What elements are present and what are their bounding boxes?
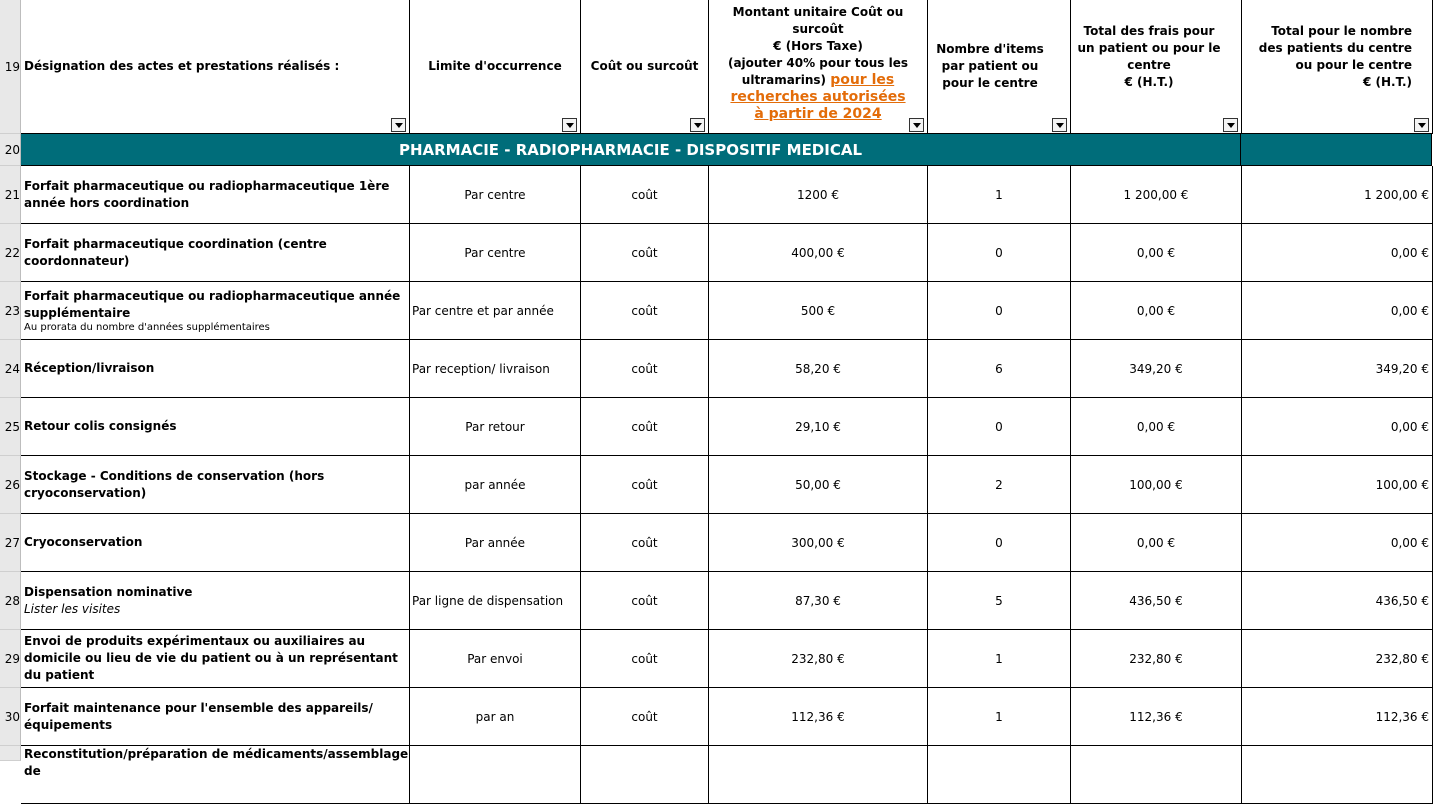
section-title[interactable]: PHARMACIE - RADIOPHARMACIE - DISPOSITIF MEDICAL xyxy=(21,134,1241,166)
cell-nombre[interactable]: 1 xyxy=(928,166,1071,224)
header-total-nb[interactable]: Total pour le nombre des patients du centre ou pour le centre € (H.T.) xyxy=(1242,0,1433,134)
cell-limite[interactable]: Par année xyxy=(410,514,581,572)
cell-cout[interactable]: coût xyxy=(581,456,709,514)
designation-text: Dispensation nominative Lister les visites xyxy=(24,584,193,616)
header-cout[interactable]: Coût ou surcoût xyxy=(581,0,709,134)
cell-total-nb[interactable]: 232,80 € xyxy=(1242,630,1433,688)
montant-orange-note: pour les recherches autorisées à partir de 2024 xyxy=(730,72,906,122)
cell-total[interactable] xyxy=(1071,746,1242,804)
cell-total[interactable]: 0,00 € xyxy=(1071,398,1242,456)
cell-total-nb[interactable]: 112,36 € xyxy=(1242,688,1433,746)
cell-limite[interactable] xyxy=(410,746,581,804)
designation-text: Forfait pharmaceutique coordination (centre coordonnateur) xyxy=(24,236,327,268)
table-row xyxy=(21,456,1433,514)
row-number[interactable]: 22 xyxy=(0,224,21,282)
designation-text: Stockage - Conditions de conservation (hors cryoconservation) xyxy=(24,468,325,500)
cell-cout[interactable]: coût xyxy=(581,630,709,688)
cell-total-nb[interactable]: 0,00 € xyxy=(1242,224,1433,282)
table-row xyxy=(21,166,1433,224)
cell-cout[interactable]: coût xyxy=(581,166,709,224)
cell-total[interactable]: 232,80 € xyxy=(1071,630,1242,688)
cell-designation[interactable] xyxy=(21,456,410,514)
designation-text: Forfait pharmaceutique ou radiopharmaceutique 1ère année hors coordination xyxy=(24,178,390,210)
cell-nombre[interactable]: 0 xyxy=(928,514,1071,572)
header-designation[interactable]: Désignation des actes et prestations réalisés : xyxy=(21,0,410,134)
cell-total-nb[interactable]: 0,00 € xyxy=(1242,398,1433,456)
designation-text: Forfait maintenance pour l'ensemble des appareils/équipements xyxy=(24,700,373,732)
designation-note: Lister les visites xyxy=(24,601,121,616)
filter-dropdown-icon[interactable] xyxy=(1414,118,1429,132)
cell-cout[interactable]: coût xyxy=(581,572,709,630)
cell-designation[interactable] xyxy=(21,166,410,224)
designation-text: Envoi de produits expérimentaux ou auxiliaires au domicile ou lieu de vie du patient ou à un représentant du patient xyxy=(24,634,398,682)
header-nombre[interactable]: Nombre d'items par patient ou pour le centre xyxy=(928,0,1071,134)
filter-dropdown-icon[interactable] xyxy=(1223,118,1238,132)
cell-limite[interactable]: par an xyxy=(410,688,581,746)
row-number[interactable]: 23 xyxy=(0,282,21,340)
cell-montant[interactable]: 300,00 € xyxy=(709,514,928,572)
designation-text: Reconstitution/préparation de médicaments/assemblage de xyxy=(24,747,409,778)
cell-designation[interactable] xyxy=(21,688,410,746)
cell-nombre[interactable]: 1 xyxy=(928,630,1071,688)
cell-nombre[interactable]: 0 xyxy=(928,398,1071,456)
cell-total-nb[interactable]: 0,00 € xyxy=(1242,282,1433,340)
cell-designation[interactable] xyxy=(21,224,410,282)
row-number[interactable]: 19 xyxy=(0,0,21,134)
cell-montant[interactable]: 87,30 € xyxy=(709,572,928,630)
cell-nombre[interactable]: 0 xyxy=(928,282,1071,340)
filter-dropdown-icon[interactable] xyxy=(690,118,705,132)
section-row xyxy=(21,134,1432,166)
header-row xyxy=(21,0,1433,134)
cell-cout[interactable] xyxy=(581,746,709,804)
row-number[interactable]: 29 xyxy=(0,630,21,688)
cell-designation[interactable] xyxy=(21,282,410,340)
designation-note: Au prorata du nombre d'années supplémentaires xyxy=(24,321,270,333)
table-row xyxy=(21,398,1433,456)
cell-montant[interactable]: 1200 € xyxy=(709,166,928,224)
cell-total[interactable]: 436,50 € xyxy=(1071,572,1242,630)
table-row xyxy=(21,514,1433,572)
cell-nombre[interactable]: 1 xyxy=(928,688,1071,746)
table-row xyxy=(21,688,1433,746)
designation-text: Retour colis consignés xyxy=(24,419,177,433)
cell-limite[interactable]: Par reception/ livraison xyxy=(410,340,581,398)
cell-cout[interactable]: coût xyxy=(581,340,709,398)
row-number[interactable]: 21 xyxy=(0,166,21,224)
designation-text: Cryoconservation xyxy=(24,535,143,549)
cell-montant[interactable]: 58,20 € xyxy=(709,340,928,398)
designation-text: Forfait pharmaceutique ou radiopharmaceutique année supplémentaire Au prorata du nombre d'années supplémentaires xyxy=(24,288,409,334)
cell-total-nb[interactable]: 0,00 € xyxy=(1242,514,1433,572)
table-row xyxy=(21,746,1433,804)
cell-designation[interactable] xyxy=(21,514,410,572)
cell-total[interactable]: 100,00 € xyxy=(1071,456,1242,514)
cell-designation[interactable] xyxy=(21,572,410,630)
cell-designation[interactable] xyxy=(21,398,410,456)
row-number[interactable]: 26 xyxy=(0,456,21,514)
cell-total[interactable]: 1 200,00 € xyxy=(1071,166,1242,224)
filter-dropdown-icon[interactable] xyxy=(391,118,406,132)
row-number[interactable]: 24 xyxy=(0,340,21,398)
filter-dropdown-icon[interactable] xyxy=(562,118,577,132)
row-number[interactable]: 30 xyxy=(0,688,21,746)
cell-montant[interactable]: 50,00 € xyxy=(709,456,928,514)
cell-limite[interactable]: Par centre xyxy=(410,224,581,282)
cell-total[interactable]: 112,36 € xyxy=(1071,688,1242,746)
cell-cout[interactable]: coût xyxy=(581,398,709,456)
cell-limite[interactable]: Par centre et par année xyxy=(410,282,581,340)
row-number[interactable]: 25 xyxy=(0,398,21,456)
filter-dropdown-icon[interactable] xyxy=(1052,118,1067,132)
header-montant[interactable]: Montant unitaire Coût ou surcoût € (Hors Taxe) (ajouter 40% pour tous les ultramarins) pour les recherches autorisées à partir de 2024 xyxy=(709,0,928,134)
cell-total[interactable]: 0,00 € xyxy=(1071,514,1242,572)
cell-limite[interactable]: Par centre xyxy=(410,166,581,224)
cell-total[interactable]: 0,00 € xyxy=(1071,224,1242,282)
cell-cout[interactable]: coût xyxy=(581,224,709,282)
cell-cout[interactable]: coût xyxy=(581,282,709,340)
cell-montant[interactable]: 29,10 € xyxy=(709,398,928,456)
table-row xyxy=(21,572,1433,630)
cell-nombre[interactable]: 0 xyxy=(928,224,1071,282)
cell-nombre[interactable]: 5 xyxy=(928,572,1071,630)
table-row xyxy=(21,340,1433,398)
cell-nombre[interactable]: 2 xyxy=(928,456,1071,514)
cell-total-nb[interactable]: 1 200,00 € xyxy=(1242,166,1433,224)
cell-total[interactable]: 0,00 € xyxy=(1071,282,1242,340)
table-row xyxy=(21,282,1433,340)
section-empty-cell[interactable] xyxy=(1241,134,1432,166)
cell-nombre[interactable]: 6 xyxy=(928,340,1071,398)
cell-montant[interactable]: 400,00 € xyxy=(709,224,928,282)
row-number[interactable]: 28 xyxy=(0,572,21,630)
cell-total-nb[interactable]: 436,50 € xyxy=(1242,572,1433,630)
cell-limite[interactable]: Par ligne de dispensation xyxy=(410,572,581,630)
cell-designation[interactable] xyxy=(21,630,410,688)
cell-total-nb[interactable]: 100,00 € xyxy=(1242,456,1433,514)
cell-designation[interactable] xyxy=(21,340,410,398)
cell-montant[interactable]: 500 € xyxy=(709,282,928,340)
cell-total-nb[interactable] xyxy=(1242,746,1433,804)
table-row xyxy=(21,630,1433,688)
cell-montant[interactable] xyxy=(709,746,928,804)
cell-total[interactable]: 349,20 € xyxy=(1071,340,1242,398)
cell-cout[interactable]: coût xyxy=(581,514,709,572)
row-number[interactable]: 27 xyxy=(0,514,21,572)
row-number[interactable] xyxy=(0,746,21,761)
cell-designation[interactable] xyxy=(21,746,410,804)
cell-montant[interactable]: 112,36 € xyxy=(709,688,928,746)
cell-cout[interactable]: coût xyxy=(581,688,709,746)
header-limite[interactable]: Limite d'occurrence xyxy=(410,0,581,134)
cell-limite[interactable]: Par retour xyxy=(410,398,581,456)
designation-text: Réception/livraison xyxy=(24,361,155,375)
row-number[interactable]: 20 xyxy=(0,134,21,166)
table-row xyxy=(21,224,1433,282)
cell-nombre[interactable] xyxy=(928,746,1071,804)
cell-limite[interactable]: par année xyxy=(410,456,581,514)
header-total-frais[interactable]: Total des frais pour un patient ou pour le centre € (H.T.) xyxy=(1071,0,1242,134)
filter-dropdown-icon[interactable] xyxy=(909,118,924,132)
cell-montant[interactable]: 232,80 € xyxy=(709,630,928,688)
cell-limite[interactable]: Par envoi xyxy=(410,630,581,688)
cell-total-nb[interactable]: 349,20 € xyxy=(1242,340,1433,398)
